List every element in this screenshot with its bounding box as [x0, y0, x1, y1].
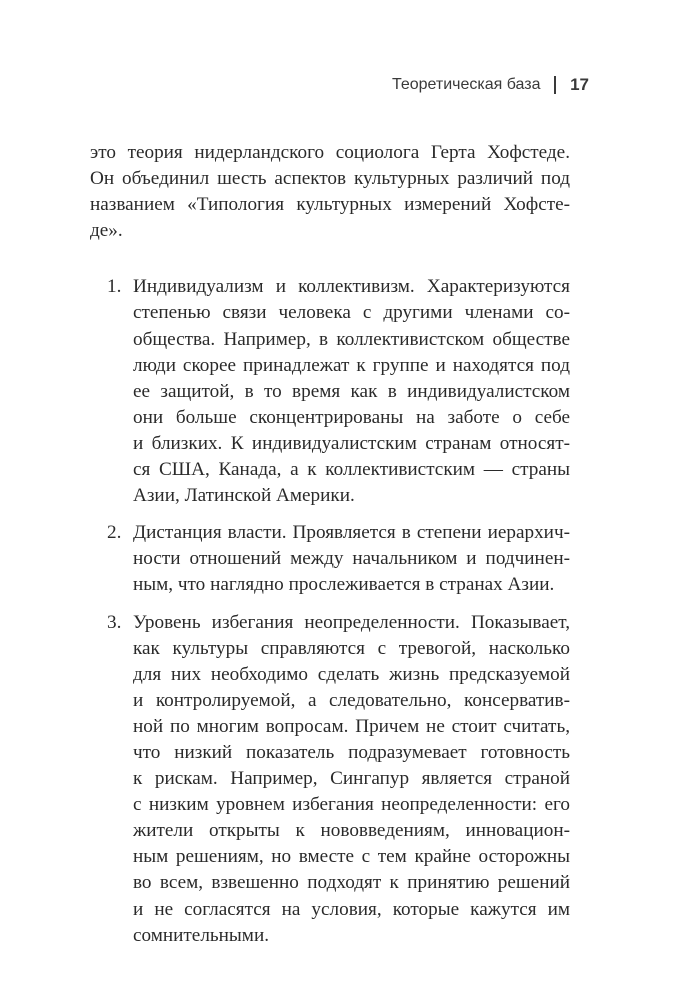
- list-number: 2.: [107, 522, 122, 544]
- list-item-2: [90, 520, 570, 598]
- text-line: де».: [90, 220, 123, 242]
- text-line: ся США, Канада, а к коллективистским — страны: [133, 459, 570, 481]
- list-item-1: [90, 274, 570, 509]
- text-line: Уровень избегания неопределенности. Показывает,: [133, 611, 570, 633]
- text-line: ной по многим вопросам. Причем не стоит считать,: [133, 715, 570, 737]
- text-line: ным решениям, но вместе с тем крайне осторожны: [133, 846, 570, 868]
- running-head: [392, 75, 589, 95]
- text-line: и не согласятся на условия, которые кажутся им: [133, 898, 570, 920]
- list-item-3: [90, 610, 570, 949]
- text-line: для них необходимо сделать жизнь предсказуемой: [133, 663, 570, 685]
- text-line: Он объединил шесть аспектов культурных различий под: [90, 168, 570, 190]
- text-line: это теория нидерландского социолога Герта Хофстеде.: [90, 142, 570, 163]
- text-line: они больше сконцентрированы на заботе о себе: [133, 406, 570, 428]
- text-line: Азии, Латинской Америки.: [133, 485, 355, 507]
- list-number: 3.: [107, 611, 122, 633]
- text-line: общества. Например, в коллективистском обществе: [133, 328, 570, 350]
- text-line: и контролируемой, а следовательно, консерватив-: [133, 689, 570, 711]
- text-line: ности отношений между начальником и подчинен-: [133, 548, 570, 570]
- text-line: к рискам. Например, Сингапур является страной: [133, 768, 570, 790]
- section-title: Теоретическая база: [391, 76, 541, 93]
- intro-paragraph: [90, 140, 570, 244]
- text-line: во всем, взвешенно подходят к принятию решений: [133, 872, 570, 894]
- text-line: как культуры справляются с тревогой, насколько: [133, 637, 570, 659]
- text-line: люди скорее принадлежат к группе и находятся под: [133, 354, 570, 376]
- text-line: что низкий показатель подразумевает готовность: [133, 741, 570, 763]
- text-line: названием «Типология культурных измерений Хофсте-: [90, 194, 570, 216]
- page-number: 17: [570, 75, 589, 94]
- text-line: с низким уровнем избегания неопределенности: его: [133, 794, 570, 816]
- header-separator: [554, 76, 556, 94]
- text-line: степенью связи человека с другими членами со-: [133, 302, 570, 324]
- list-number: 1.: [107, 276, 122, 298]
- text-line: жители открыты к нововведениям, инновацион-: [133, 820, 570, 842]
- text-line: и близких. К индивидуалистским странам относят-: [133, 432, 570, 454]
- text-line: Индивидуализм и коллективизм. Характеризуются: [133, 276, 570, 298]
- text-line: Дистанция власти. Проявляется в степени иерархич-: [133, 522, 570, 544]
- text-line: сомнительными.: [133, 924, 270, 946]
- body-text: [90, 140, 570, 960]
- text-line: ее защитой, в то время как в индивидуалистском: [133, 380, 570, 402]
- text-line: ным, что наглядно прослеживается в странах Азии.: [133, 574, 555, 596]
